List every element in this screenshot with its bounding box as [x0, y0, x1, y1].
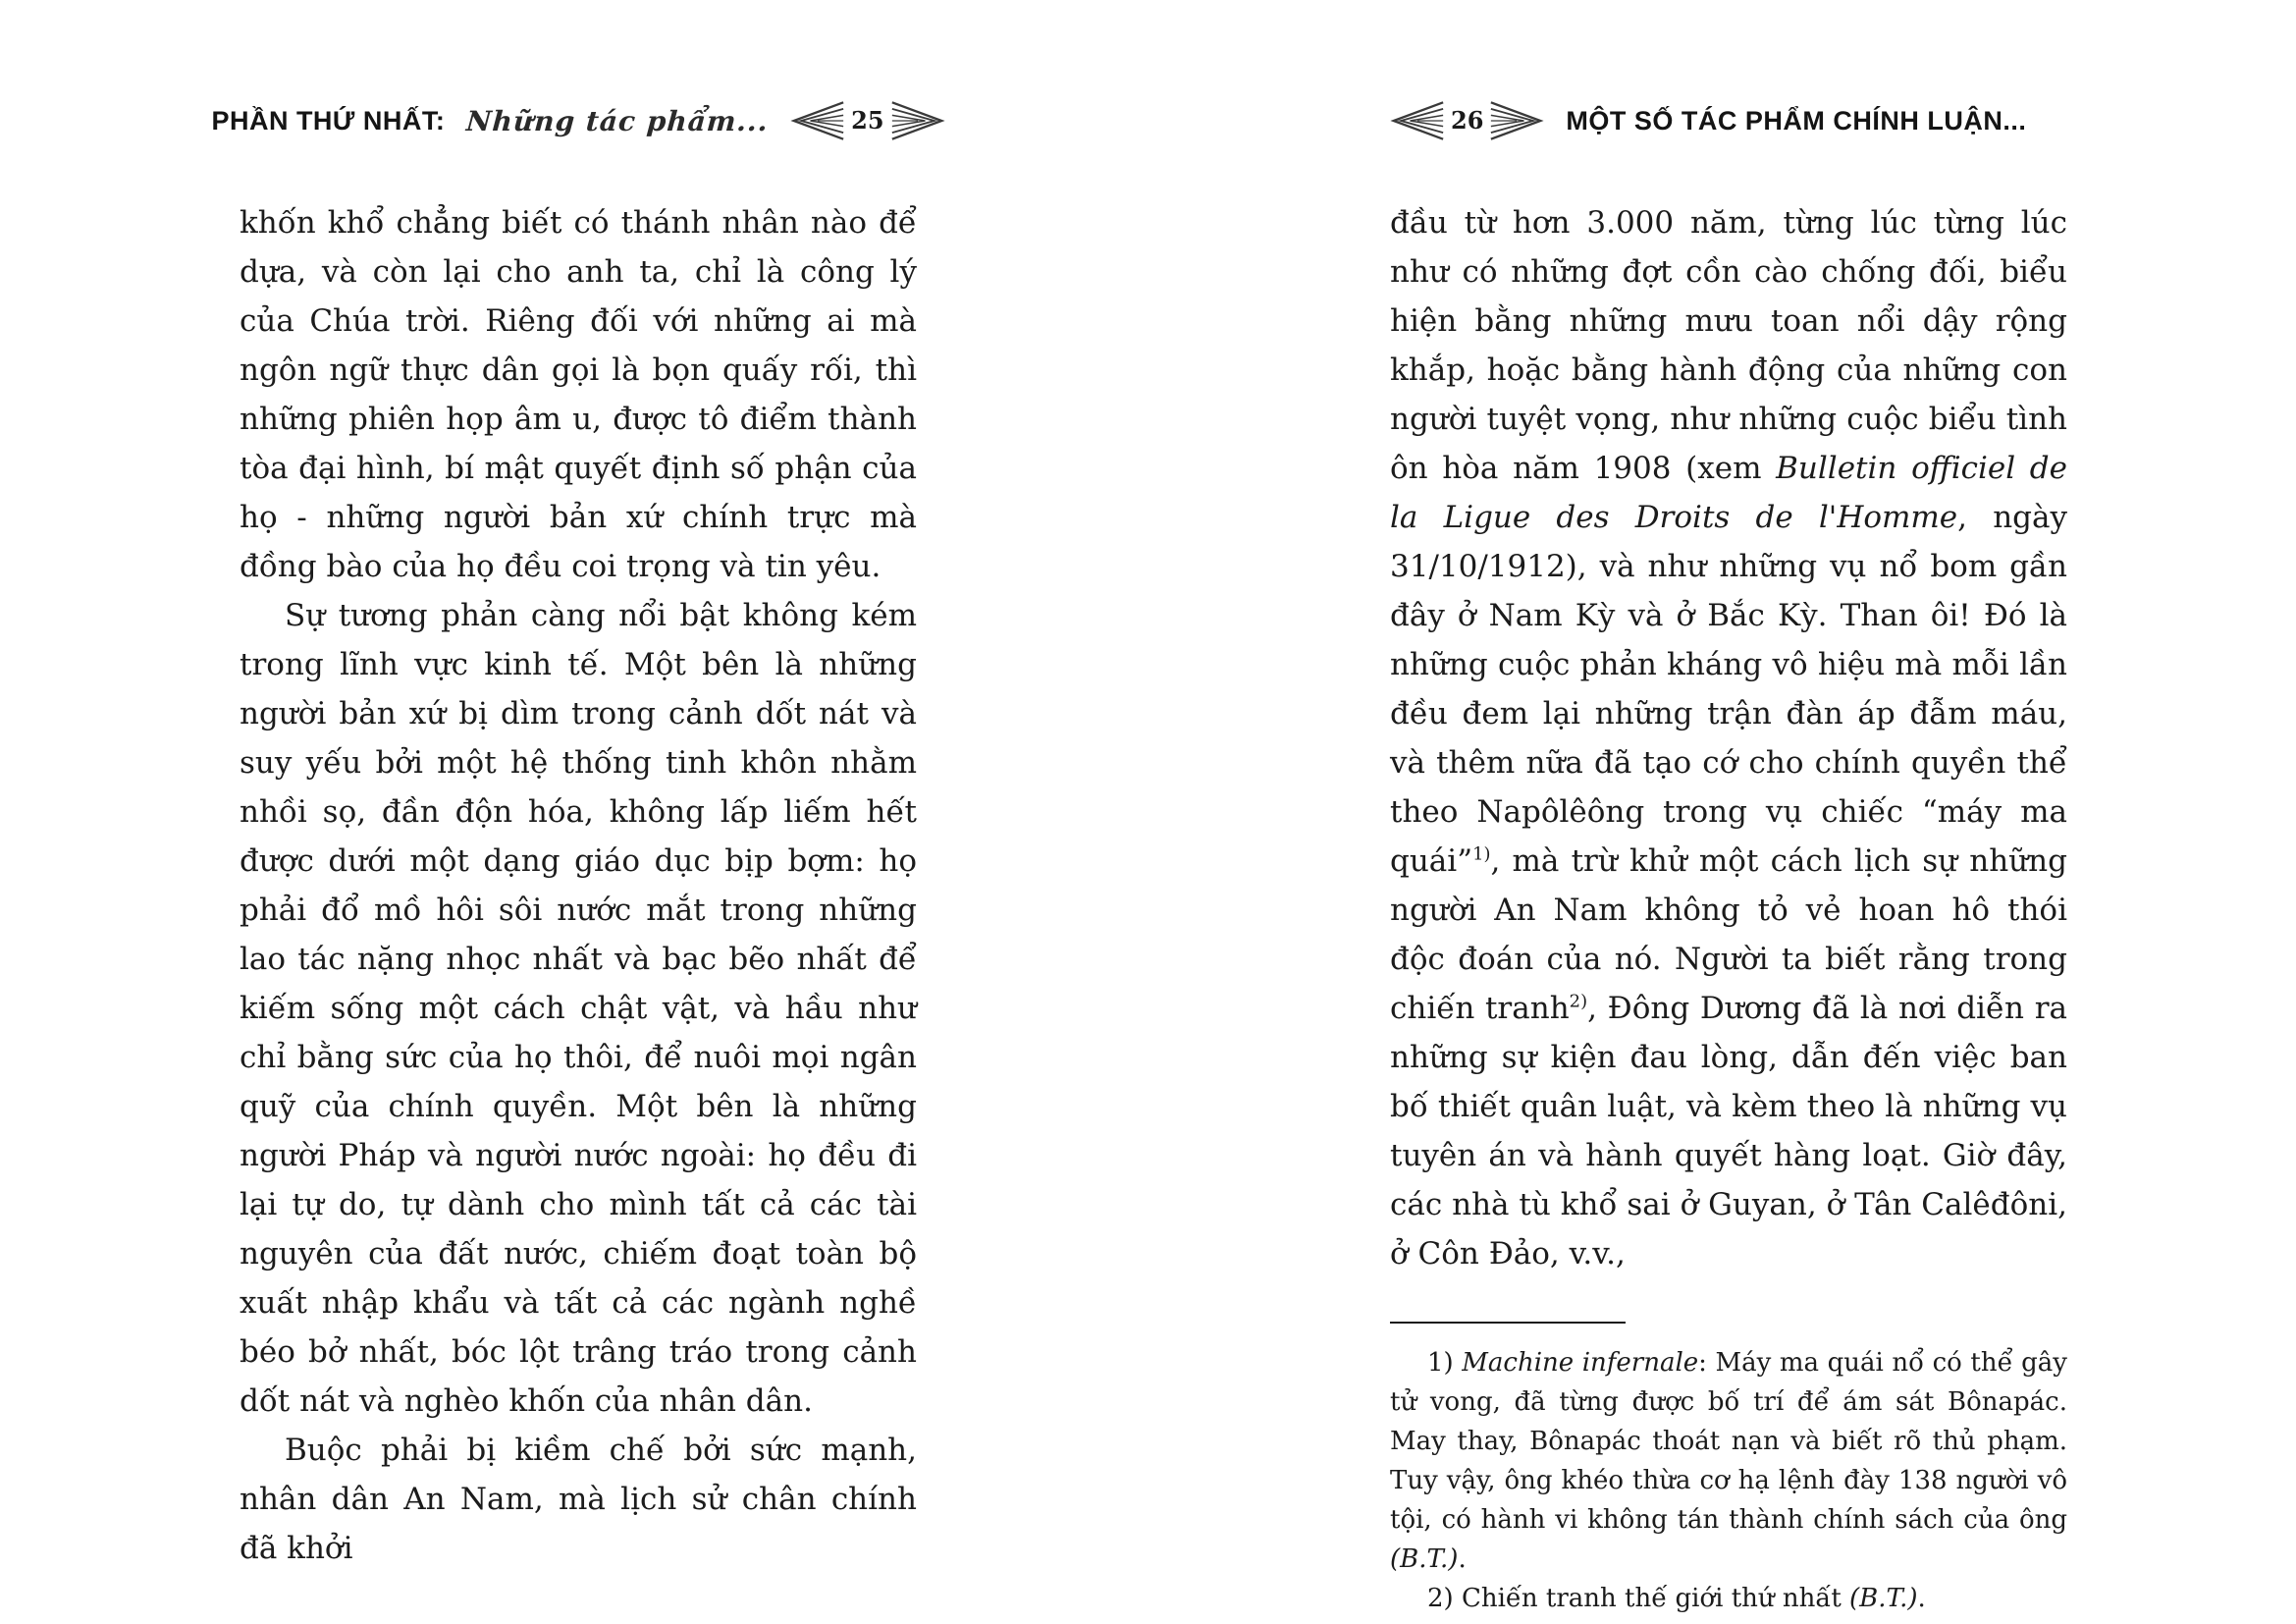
right-page — [1390, 98, 2067, 1618]
section-title: MỘT SỐ TÁC PHẨM CHÍNH LUẬN... — [1566, 105, 2027, 135]
paragraph — [240, 198, 917, 591]
part-label: PHẦN THỨ NHẤT: — [211, 105, 446, 135]
section-subtitle: Những tác phẩm... — [465, 104, 771, 137]
footnote-marker: 1) — [1472, 843, 1491, 865]
text-segment: , mà trừ khử một cách lịch sự những người An Nam không tỏ vẻ hoan hô thói độc đoán của nó. Người ta biết rằng trong chiến tranh — [1390, 843, 2067, 1026]
text-segment: (B.T.) — [1849, 1584, 1918, 1613]
book-ornament-right-page — [1390, 98, 1544, 143]
left-page-body-text — [240, 198, 917, 1573]
text-segment: 1) — [1427, 1348, 1463, 1378]
book-wing-right-icon — [1489, 98, 1544, 143]
paragraph — [1390, 1343, 2067, 1579]
book-wing-left-icon — [790, 98, 845, 143]
text-segment: , ngày 31/10/1912), và như những vụ nổ bom gần đây ở Nam Kỳ và ở Bắc Kỳ. Than ôi! Đó là những cuộc phản kháng vô hiệu mà mỗi lần đều đem lại những trận đàn áp đẫm máu, và thêm nữa đã tạo cớ cho chính quyền thể theo Napôlêông trong vụ chiếc “máy ma quái” — [1390, 500, 2067, 879]
right-page-header — [1390, 98, 2067, 143]
text-segment: đầu từ hơn 3.000 năm, từng lúc từng lúc như có những đợt cồn cào chống đối, biểu hiện bằng những mưu toan nổi dậy rộng khắp, hoặc bằng hành động của những con người tuyệt vọng, như những cuộc biểu tình ôn hòa năm 1908 (xem — [1390, 205, 2067, 486]
page-number: 26 — [1451, 106, 1484, 135]
text-segment: Bulletin officiel de la Ligue des Droits de l'Homme — [1390, 451, 2067, 535]
paragraph — [1390, 198, 2067, 1278]
footnote-rule — [1390, 1322, 1626, 1324]
text-segment: (B.T.) — [1390, 1544, 1459, 1574]
text-segment: khốn khổ chẳng biết có thánh nhân nào để dựa, và còn lại cho anh ta, chỉ là công lý của Chúa trời. Riêng đối với những ai mà ngôn ngữ thực dân gọi là bọn quấy rối, thì những phiên họp âm u, được tô điểm thành tòa đại hình, bí mật quyết định số phận của họ - những người bản xứ chính trực mà đồng bào của họ đều coi trọng và tin yêu. — [240, 205, 917, 584]
text-segment: . — [1917, 1584, 1926, 1613]
paragraph — [240, 1426, 917, 1573]
text-segment: 2) Chiến tranh thế giới thứ nhất — [1427, 1584, 1850, 1613]
book-wing-left-icon — [1390, 98, 1445, 143]
paragraph — [240, 591, 917, 1426]
book-wing-right-icon — [890, 98, 945, 143]
right-page-body-text — [1390, 198, 2067, 1278]
left-page-header — [211, 98, 917, 143]
paragraph — [1390, 1579, 2067, 1618]
footnotes — [1390, 1343, 2067, 1618]
text-segment: Machine infernale — [1462, 1348, 1699, 1378]
text-segment: : Máy ma quái nổ có thể gây tử vong, đã từng được bố trí để ám sát Bônapác. May thay, Bônapác thoát nạn và biết rõ thủ phạm. Tuy vậy, ông khéo thừa cơ hạ lệnh đày 138 người vô tội, có hành vi không tán thành chính sách của ông — [1390, 1348, 2067, 1535]
text-segment: , Đông Dương đã là nơi diễn ra những sự kiện đau lòng, dẫn đến việc ban bố thiết quân luật, và kèm theo là những vụ tuyên án và hành quyết hàng loạt. Giờ đây, các nhà tù khổ sai ở Guyan, ở Tân Calêđôni, ở Côn Đảo, v.v., — [1390, 991, 2067, 1272]
left-page — [211, 98, 917, 1573]
footnote-marker: 2) — [1569, 991, 1588, 1012]
text-segment: . — [1458, 1544, 1467, 1574]
book-ornament-left-page — [790, 98, 944, 143]
text-segment: Sự tương phản càng nổi bật không kém trong lĩnh vực kinh tế. Một bên là những người bản xứ bị dìm trong cảnh dốt nát và suy yếu bởi một hệ thống tinh khôn nhằm nhồi sọ, đần độn hóa, không lấp liếm hết được dưới một dạng giáo dục bịp bợm: họ phải đổ mồ hôi sôi nước mắt trong những lao tác nặng nhọc nhất và bạc bẽo nhất để kiếm sống một cách chật vật, và hầu như chỉ bằng sức của họ thôi, để nuôi mọi ngân quỹ của chính quyền. Một bên là những người Pháp và người nước ngoài: họ đều đi lại tự do, tự dành cho mình tất cả các tài nguyên của đất nước, chiếm đoạt toàn bộ xuất nhập khẩu và tất cả các ngành nghề béo bở nhất, bóc lột trâng tráo trong cảnh dốt nát và nghèo khốn của nhân dân. — [240, 598, 917, 1419]
page-number: 25 — [851, 106, 884, 135]
text-segment: Buộc phải bị kiềm chế bởi sức mạnh, nhân dân An Nam, mà lịch sử chân chính đã khởi — [240, 1433, 917, 1566]
footnote-block — [1390, 1322, 2067, 1618]
